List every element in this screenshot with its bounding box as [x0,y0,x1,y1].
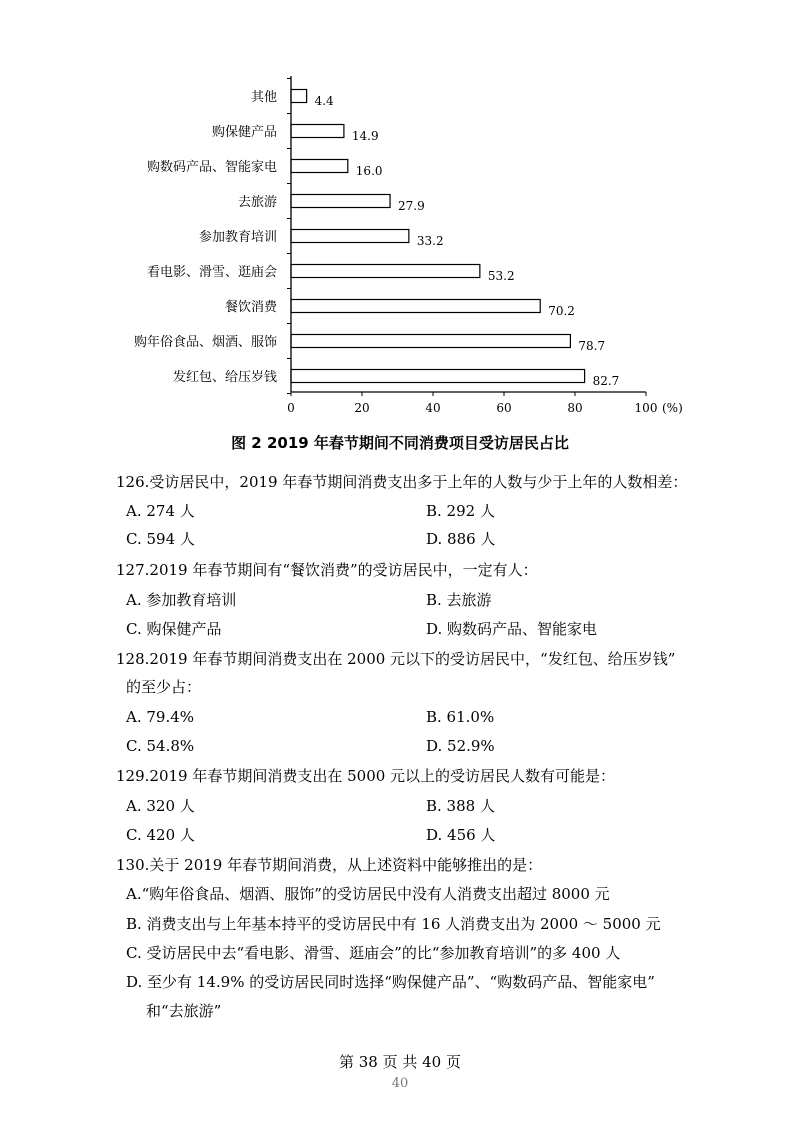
bar [291,265,480,278]
x-tick-label: 0 [287,401,295,415]
q128-option-b[interactable]: B. 61.0% [426,708,495,726]
q127-option-a[interactable]: A. 参加教育培训 [126,591,237,609]
value-label: 70.2 [548,304,575,318]
bar [291,335,570,348]
x-tick-label: 40 [425,401,441,415]
q127-option-d[interactable]: D. 购数码产品、智能家电 [426,620,598,638]
q129-option-c[interactable]: C. 420 人 [126,826,195,844]
question-127-stem: 127.2019 年春节期间有“餐饮消费”的受访居民中，一定有人： [116,561,538,579]
q130-option-c[interactable]: C. 受访居民中去“看电影、滑雪、逛庙会”的比“参加教育培训”的多 400 人 [126,944,621,962]
question-126-stem: 126.受访居民中，2019 年春节期间消费支出多于上年的人数与少于上年的人数相差： [116,473,688,491]
category-label: 购保健产品 [211,125,277,140]
bar [291,300,540,313]
bar [291,370,585,383]
category-label: 发红包、给压岁钱 [172,370,277,385]
x-axis-unit: (%) [662,401,683,415]
question-129-stem: 129.2019 年春节期间消费支出在 5000 元以上的受访居民人数有可能是： [116,767,616,785]
bar [291,90,307,103]
value-label: 53.2 [487,269,515,283]
question-128-stem-cont: 的至少占： [126,678,202,696]
value-label: 27.9 [398,199,425,213]
category-label: 购年俗食品、烟酒、服饰 [133,335,277,350]
q126-option-c[interactable]: C. 594 人 [126,530,195,548]
category-label: 其他 [250,90,277,105]
q127-option-b[interactable]: B. 去旅游 [426,591,492,609]
value-label: 33.2 [416,234,444,248]
q129-option-b[interactable]: B. 388 人 [426,797,495,815]
x-tick-label: 100 [634,401,658,415]
q130-option-b[interactable]: B. 消费支出与上年基本持平的受访居民中有 16 人消费支出为 2000 ～ 5000 元 [126,915,661,933]
question-128-stem: 128.2019 年春节期间消费支出在 2000 元以下的受访居民中，“发红包、给压岁钱” [116,650,676,668]
page-footer: 第 38 页 共 40 页 [338,1053,461,1071]
bar [291,160,348,173]
q127-option-c[interactable]: C. 购保健产品 [126,620,222,638]
figure-caption: 图 2 2019 年春节期间不同消费项目受访居民占比 [231,434,569,452]
value-label: 78.7 [578,339,606,353]
bar-chart [0,0,800,430]
bar [291,230,409,243]
q128-option-d[interactable]: D. 52.9% [426,737,495,755]
q126-option-a[interactable]: A. 274 人 [126,502,195,520]
category-label: 购数码产品、智能家电 [146,160,277,175]
q130-option-d-cont: 和“去旅游” [146,1002,222,1020]
value-label: 14.9 [351,129,379,143]
x-tick-label: 60 [496,401,512,415]
q128-option-c[interactable]: C. 54.8% [126,737,195,755]
bar [291,195,390,208]
x-tick-label: 80 [567,401,583,415]
category-label: 看电影、滑雪、逛庙会 [146,265,277,280]
q130-option-d[interactable]: D. 至少有 14.9% 的受访居民同时选择“购保健产品”、“购数码产品、智能家电” [126,973,655,991]
question-130-stem: 130.关于 2019 年春节期间消费，从上述资料中能够推出的是： [116,856,543,874]
q128-option-a[interactable]: A. 79.4% [126,708,195,726]
q126-option-d[interactable]: D. 886 人 [426,530,496,548]
bar [291,125,344,138]
value-label: 82.7 [592,374,620,388]
q129-option-a[interactable]: A. 320 人 [126,797,195,815]
category-label: 餐饮消费 [224,300,277,315]
value-label: 16.0 [355,164,383,178]
q126-option-b[interactable]: B. 292 人 [426,502,495,520]
category-label: 参加教育培训 [198,230,277,245]
q130-option-a[interactable]: A.“购年俗食品、烟酒、服饰”的受访居民中没有人消费支出超过 8000 元 [126,885,610,903]
x-tick-label: 20 [354,401,370,415]
page-number: 40 [391,1076,409,1091]
value-label: 4.4 [314,94,334,108]
category-label: 去旅游 [237,195,277,210]
q129-option-d[interactable]: D. 456 人 [426,826,496,844]
